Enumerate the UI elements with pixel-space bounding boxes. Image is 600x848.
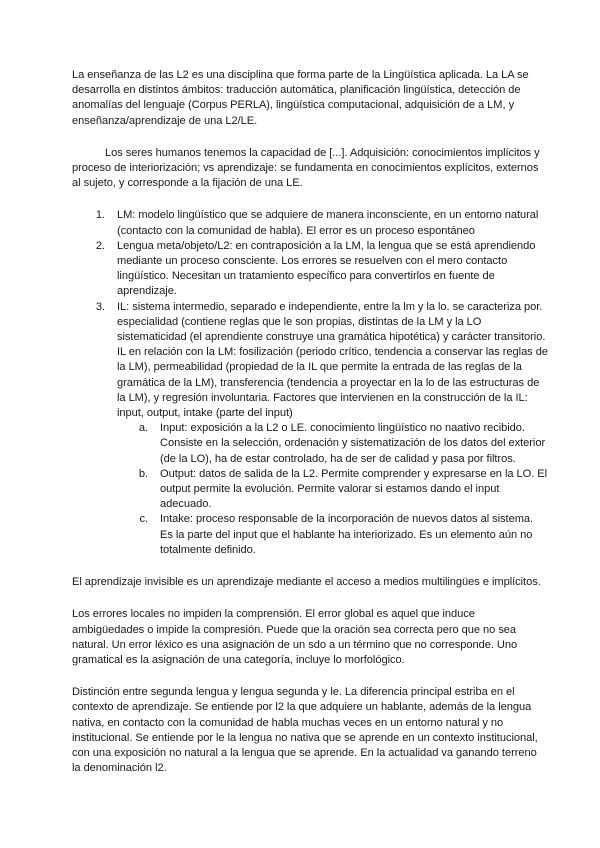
paragraph-intro: La enseñanza de las L2 es una disciplina que forma parte de la Lingüística aplicada. La LA se desarrolla en distintos ámbitos: traducción automática, planificación lingüística, detección de anomalías del lenguaje (Corpus PERLA), lingüística computacional, adquisición de a LM, y enseñanza/aprendizaje de una L2/LE. <box>72 69 529 127</box>
list-item-text: LM: modelo lingüístico que se adquiere de manera inconsciente, en un entorno natural (contacto con la comunidad de habla). El error es un proceso espontáneo <box>117 209 539 237</box>
paragraph-errors: Los errores locales no impiden la comprensión. El error global es aquel que induce ambigüedades o impide la compresión. Puede que la oración sea correcta pero que no sea natural. Un error léxico es una asignación de un sdo a un término que no corresponde. Uno gramatical es la asignación de una categoría, incluye lo morfológico. <box>72 608 518 666</box>
lettered-sublist <box>117 421 548 558</box>
list-item-il <box>108 300 548 558</box>
list-item-text: Lengua meta/objeto/L2: en contraposición a la LM, la lengua que se está aprendiendo mediante un proceso consciente. Los errores se resuelven con el mero contacto lingüístico. Necesitan un tratamiento específico para convertirlos en fuente de aprendizaje. <box>117 239 536 298</box>
list-item-text: IL: sistema intermedio, separado e independiente, entre la lm y la lo. se caracteriza por. especialidad (contiene reglas que le son propias, distintas de la LM y la LO sistematicidad (el aprendiente construye una gramática hipotética) y carácter transitorio. IL en relación con la LM: fosilización (periodo crítico, tendencia a conservar las reglas de la LM), permeabilidad (propiedad de la IL que permite la entrada de las reglas de la gramática de la LM), transferencia (tendencia a proyectar en la lo de las estructuras de la LM), y regresión involuntaria. Factores que intervienen en la construcción de la IL: input, output, intake (parte del input) <box>117 300 548 420</box>
subitem-intake <box>151 512 548 558</box>
subitem-text: Output: datos de salida de la L2. Permite comprender y expresarse en la LO. El output permite la evolución. Permite valorar si estamos dando el input adecuado. <box>160 467 548 511</box>
paragraph-distinction: Distinción entre segunda lengua y lengua segunda y le. La diferencia principal estriba en el contexto de aprendizaje. Se entiende por l2 la que adquiere un hablante, además de la lengua nativa, en contacto con la comunidad de habla muchas veces en un entorno natural y no institucional. Se entiende por le la lengua no nativa que se aprende en un contexto institucional, con una exposición no natural a la lengua que se aprende. En la actualidad va ganando terreno la denominación l2. <box>72 686 538 775</box>
subitem-text: Intake: proceso responsable de la incorporación de nuevos datos al sistema. Es la parte del input que el hablante ha interiorizado. Es un elemento aún no totalmente definido. <box>160 513 534 556</box>
numbered-list <box>72 208 548 558</box>
paragraph-invisible-learning: El aprendizaje invisible es un aprendizaje mediante el acceso a medios multilingües e implícitos. <box>72 576 541 589</box>
list-item-lengua-meta <box>108 239 548 300</box>
paragraph-capacity: Los seres humanos tenemos la capacidad de [...]. Adquisición: conocimientos implícitos y proceso de interiorización; vs aprendizaje: se fundamenta en conocimientos explícitos, externos al sujeto, y corresponde a la fijación de una LE. <box>72 146 540 190</box>
subitem-input <box>151 421 548 467</box>
list-item-lm <box>108 208 548 238</box>
subitem-text: Input: exposición a la L2 o LE. conocimiento lingüístico no naativo recibido. Consiste en la selección, ordenación y sistematización de los datos del exterior (de la LO), ha de estar controlado, ha de ser de calidad y pasa por filtros. <box>160 422 546 465</box>
subitem-output <box>151 467 548 513</box>
